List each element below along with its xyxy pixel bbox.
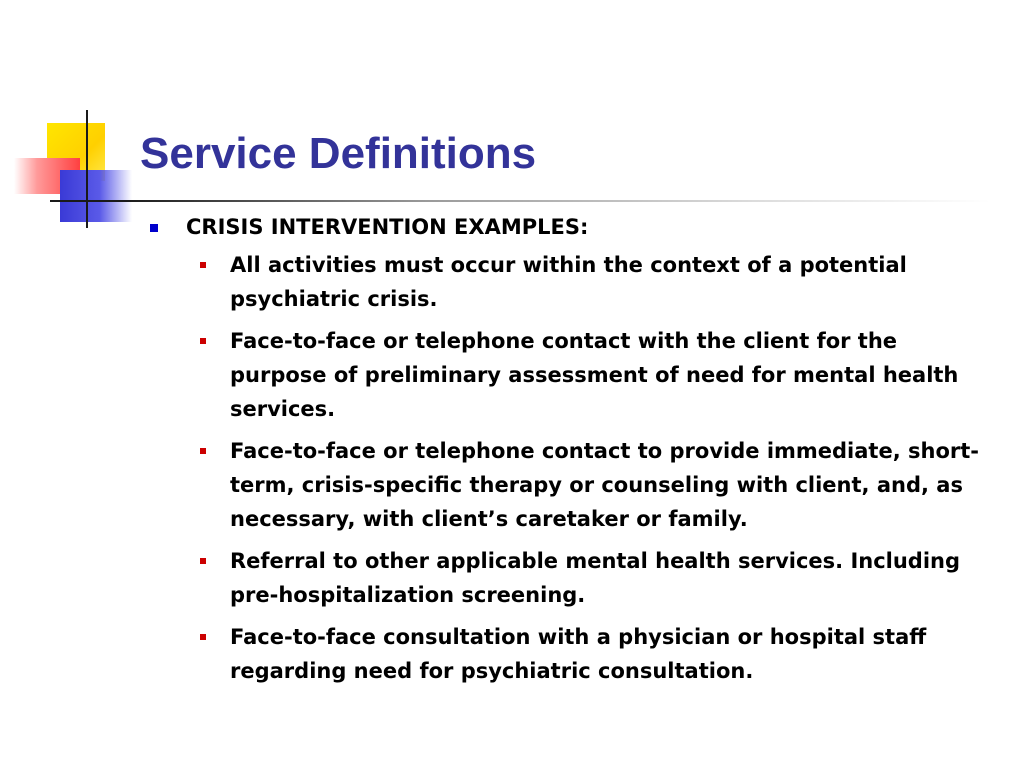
square-bullet-icon [200, 338, 206, 344]
title-underline [50, 200, 990, 202]
list-item [184, 620, 998, 688]
list-item-text: Face-to-face consultation with a physician or hospital staff regarding need for psychiatric consultation. [230, 625, 927, 683]
logo-blue-square [60, 170, 132, 222]
square-bullet-icon [200, 448, 206, 454]
list-item-text: All activities must occur within the context of a potential psychiatric crisis. [230, 253, 907, 311]
list-item [184, 434, 998, 536]
list-item-text: Face-to-face or telephone contact to provide immediate, short-term, crisis-specific therapy or counseling with client, and, as necessary, with client’s caretaker or family. [230, 439, 979, 531]
slide-title: Service Definitions [140, 129, 537, 178]
sub-bullet-list [184, 248, 998, 688]
list-item [184, 324, 998, 426]
square-bullet-icon [200, 262, 206, 268]
bullet-heading-text: CRISIS INTERVENTION EXAMPLES: [186, 215, 589, 239]
square-bullet-icon [200, 558, 206, 564]
list-item-text: Referral to other applicable mental health services. Including pre-hospitalization screening. [230, 549, 961, 607]
list-item-text: Face-to-face or telephone contact with the client for the purpose of preliminary assessment of need for mental health services. [230, 329, 959, 421]
logo-vertical-line [86, 110, 88, 228]
list-item [184, 544, 998, 612]
square-bullet-icon [200, 634, 206, 640]
slide-body [148, 210, 998, 696]
list-item [184, 248, 998, 316]
bullet-heading [148, 210, 998, 244]
square-bullet-icon [150, 224, 158, 232]
